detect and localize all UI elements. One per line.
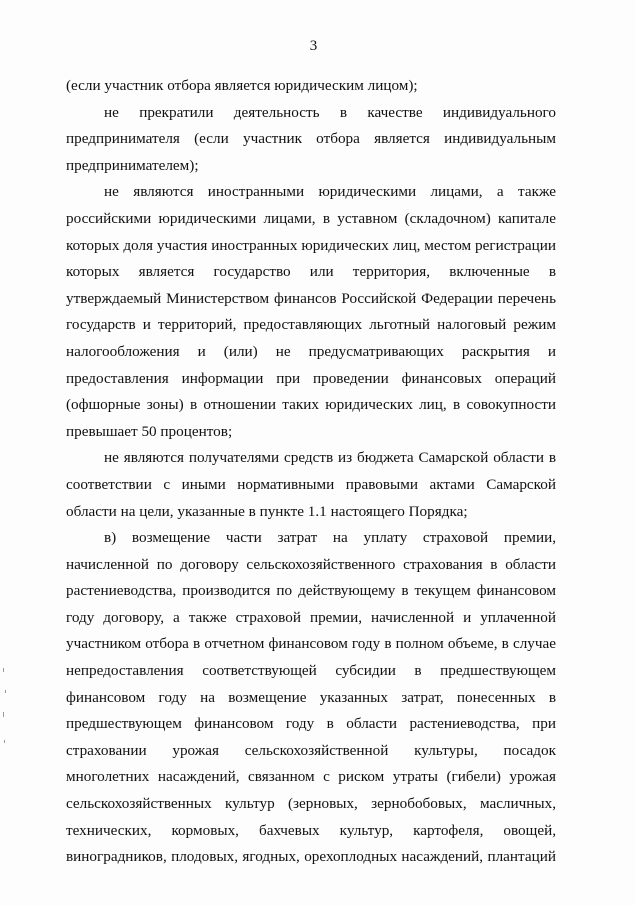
text-line: которых доля участия иностранных юридических лиц, местом регистрации [66,236,556,254]
text-line: предпринимателем); [66,156,199,174]
text-line: не прекратили деятельность в качестве индивидуального [104,103,556,121]
text-line: году договору, а также страховой премии, начисленной и уплаченной [66,608,556,626]
text-line: которых является государство или территория, включенные в [66,263,556,281]
text-line: российскими юридическими лицами, в уставном (складочном) капитале [66,209,556,227]
scan-artifact [5,690,6,693]
text-line: не являются иностранными юридическими лицами, а также [104,183,556,201]
scan-artifact [3,668,4,672]
text-line: соответствии с иными нормативными правовыми актами Самарской [66,475,556,493]
text-line: налогообложения и (или) не предусматривающих раскрытия и [66,342,556,360]
text-line: многолетних насаждений, связанном с риском утраты (гибели) урожая [66,768,556,786]
text-line: технических, кормовых, бахчевых культур, картофеля, овощей, [66,821,556,839]
text-line: (если участник отбора является юридическим лицом); [66,77,418,94]
text-line: государств и территорий, предоставляющих льготный налоговый режим [66,316,556,334]
text-line: финансовом году на возмещение указанных затрат, понесенных в [66,688,556,706]
text-line: предпринимателя (если участник отбора является индивидуальным [66,130,556,148]
text-line: растениеводства, производится по действующему в текущем финансовом [66,582,556,600]
text-line: непредоставления соответствующей субсидии в предшествующем [66,662,556,680]
text-line: сельскохозяйственных культур (зерновых, зернобобовых, масличных, [66,795,556,813]
text-line: превышает 50 процентов; [66,422,233,440]
text-line: (офшорные зоны) в отношении таких юридических лиц, в совокупности [66,396,556,414]
text-line: утверждаемый Министерством финансов Российской Федерации перечень [66,289,556,307]
text-line: страховании урожая сельскохозяйственной культуры, посадок [66,741,556,759]
text-line: области на цели, указанные в пункте 1.1 настоящего Порядка; [66,502,468,520]
text-line: виноградников, плодовых, ягодных, орехоплодных насаждений, плантаций [66,848,556,866]
scan-artifact [4,740,5,743]
document-body [66,73,556,871]
text-line: предоставления информации при проведении финансовых операций [66,369,556,387]
page-number: 3 [309,38,318,54]
text-line: предшествующем финансовом году в области растениеводства, при [66,715,556,733]
text-line: в) возмещение части затрат на уплату страховой премии, [104,529,556,547]
scan-artifact [3,712,4,717]
text-line: участником отбора в отчетном финансовом году в полном объеме, в случае [66,635,556,653]
text-line: начисленной по договору сельскохозяйственного страхования в области [66,555,556,573]
text-line: не являются получателями средств из бюджета Самарской области в [104,449,556,467]
